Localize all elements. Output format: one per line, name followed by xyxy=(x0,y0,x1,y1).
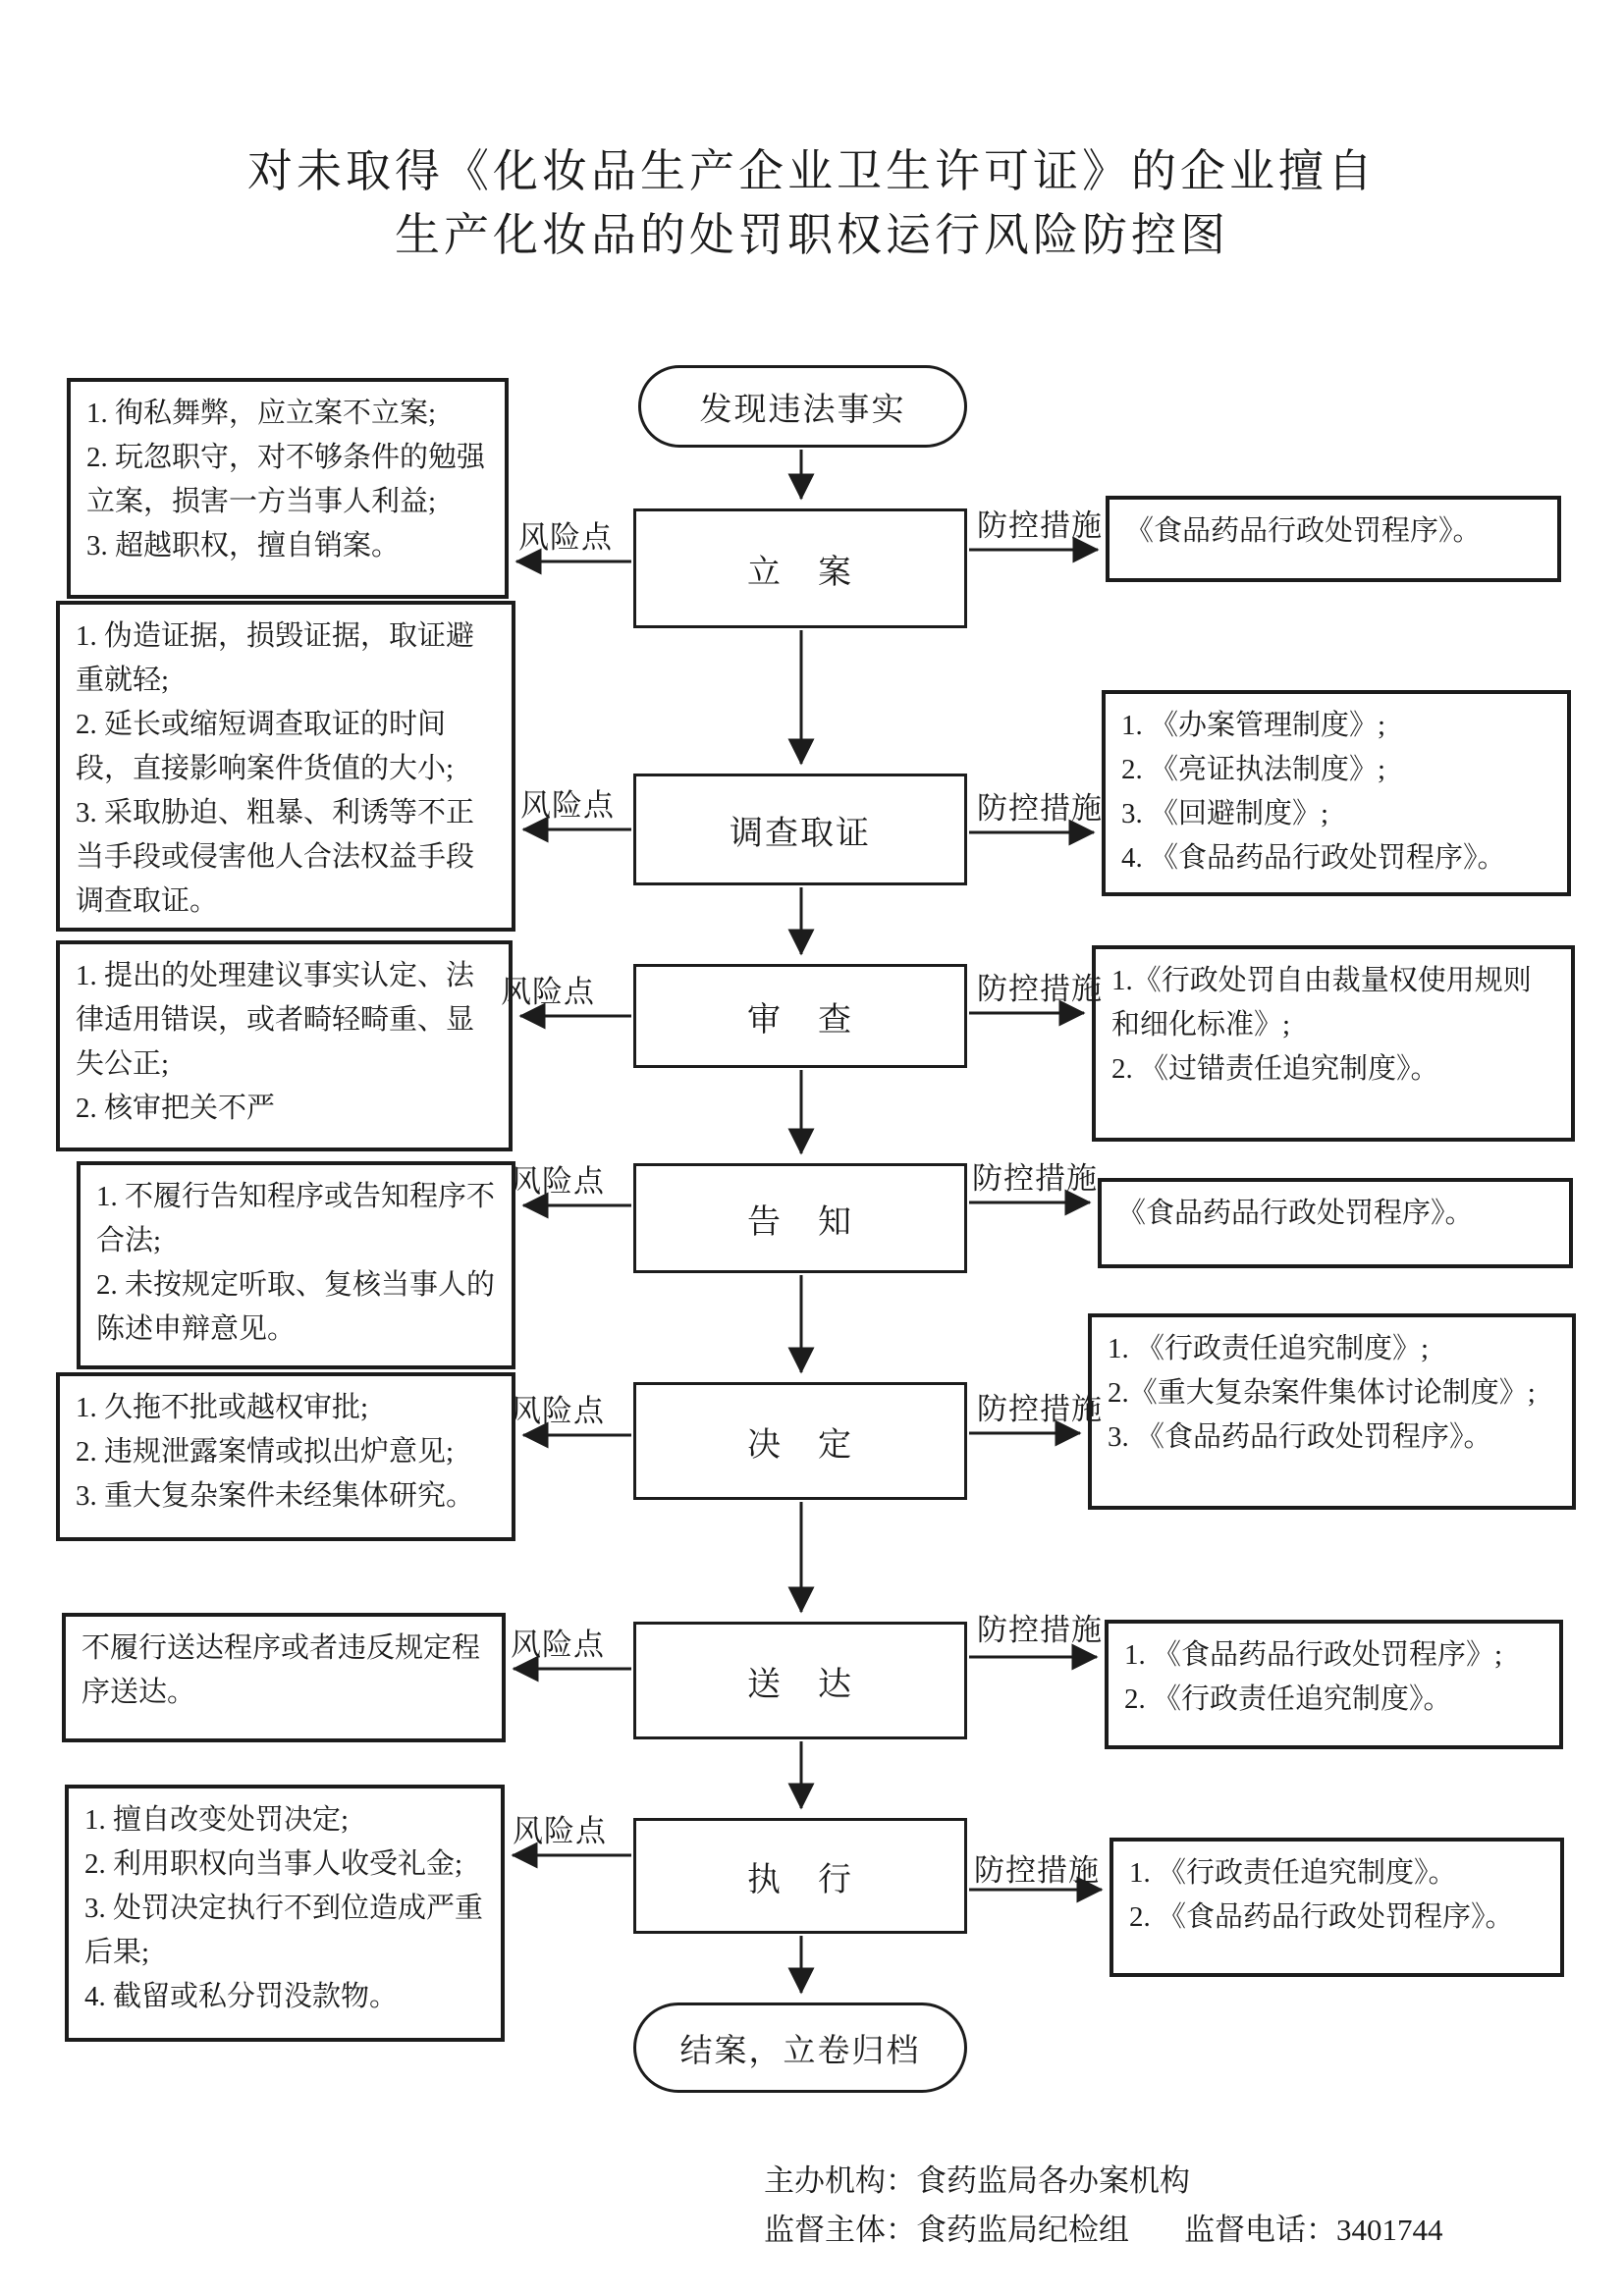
box-text-line: 2. 玩忽职守，对不够条件的勉强立案，损害一方当事人利益; xyxy=(86,441,486,517)
footer-supervisor: 监督主体：食药监局纪检组 xyxy=(764,2213,1129,2247)
footer-organizer: 主办机构：食药监局各办案机构 xyxy=(764,2163,1190,2198)
risk-box-investigation xyxy=(56,601,515,932)
node-execution-label: 执 行 xyxy=(747,1861,853,1898)
control-measure-label-notification: 防控措施 xyxy=(972,1161,1098,1196)
risk-box-notification-text xyxy=(81,1165,512,1362)
control-box-notification xyxy=(1098,1178,1573,1268)
box-text-line: 1. 提出的处理建议事实认定、法律适用错误，或者畸轻畸重、显失公正; xyxy=(76,960,475,1080)
control-measure-label-decision: 防控措施 xyxy=(977,1392,1103,1426)
control-measure-label-delivery: 防控措施 xyxy=(977,1613,1103,1647)
node-notification-label: 告 知 xyxy=(747,1203,853,1241)
box-text-line: 2. 《食品药品行政处罚程序》。 xyxy=(1129,1900,1514,1933)
box-text-line: 3. 超越职权，擅自销案。 xyxy=(86,529,401,561)
node-execution xyxy=(633,1818,967,1934)
control-box-review-text xyxy=(1096,949,1571,1101)
box-text-line: 4. 截留或私分罚没款物。 xyxy=(84,1980,399,2012)
page-title-line1: 对未取得《化妆品生产企业卫生许可证》的企业擅自 xyxy=(247,146,1377,196)
risk-point-label-investigation: 风险点 xyxy=(520,788,615,823)
risk-box-decision-text xyxy=(60,1376,512,1528)
control-box-decision xyxy=(1088,1313,1576,1510)
risk-box-execution-text xyxy=(69,1789,501,2029)
box-text-line: 2. 《过错责任追究制度》。 xyxy=(1111,1052,1439,1085)
control-box-execution xyxy=(1110,1838,1564,1977)
box-text-line: 《食品药品行政处罚程序》。 xyxy=(1117,1198,1474,1229)
box-text-line: 2. 《行政责任追究制度》。 xyxy=(1124,1682,1452,1715)
node-filing-label: 立 案 xyxy=(747,554,853,591)
box-text-line: 不履行送达程序或者违反规定程序送达。 xyxy=(81,1632,481,1708)
risk-box-filing xyxy=(67,378,509,599)
control-measure-label-execution: 防控措施 xyxy=(974,1853,1100,1888)
node-end xyxy=(633,2002,967,2093)
risk-point-label-notification: 风险点 xyxy=(511,1164,605,1199)
risk-point-label-review: 风险点 xyxy=(501,975,595,1009)
box-text-line: 1. 不履行告知程序或告知程序不合法; xyxy=(96,1181,496,1256)
risk-box-execution xyxy=(65,1785,505,2042)
box-text-line: 1. 伪造证据，损毁证据，取证避重就轻; xyxy=(76,620,475,696)
control-measure-label-review: 防控措施 xyxy=(977,972,1103,1006)
node-investigation xyxy=(633,774,967,885)
node-review xyxy=(633,964,967,1068)
risk-box-filing-text xyxy=(71,382,505,578)
node-end-label: 结案，立卷归档 xyxy=(679,2033,921,2069)
box-text-line: 1. 擅自改变处罚决定; xyxy=(84,1804,350,1836)
risk-point-label-decision: 风险点 xyxy=(511,1394,605,1428)
box-text-line: 2. 《亮证执法制度》; xyxy=(1121,753,1386,785)
box-text-line: 2.《重大复杂案件集体讨论制度》; xyxy=(1108,1376,1536,1409)
box-text-line: 2. 利用职权向当事人收受礼金; xyxy=(84,1847,463,1880)
node-review-label: 审 查 xyxy=(747,1001,853,1039)
box-text-line: 3. 重大复杂案件未经集体研究。 xyxy=(76,1479,475,1512)
box-text-line: 1. 《行政责任追究制度》; xyxy=(1108,1333,1430,1364)
node-decision-label: 决 定 xyxy=(747,1426,853,1464)
control-box-investigation-text xyxy=(1106,694,1567,890)
page-title-line2: 生产化妆品的处罚职权运行风险防控图 xyxy=(395,210,1229,261)
box-text-line: 3. 《回避制度》; xyxy=(1121,797,1329,829)
risk-box-investigation-text xyxy=(60,605,512,934)
box-text-line: 《食品药品行政处罚程序》。 xyxy=(1125,515,1482,547)
page-title xyxy=(0,139,1624,268)
box-text-line: 3. 《食品药品行政处罚程序》。 xyxy=(1108,1420,1492,1453)
risk-box-delivery-text xyxy=(66,1617,502,1725)
control-measure-label-investigation: 防控措施 xyxy=(977,791,1103,826)
risk-point-label-delivery: 风险点 xyxy=(511,1628,605,1662)
control-box-execution-text xyxy=(1113,1842,1560,1949)
box-text-line: 1. 《行政责任追究制度》。 xyxy=(1129,1857,1457,1889)
control-box-investigation xyxy=(1102,690,1571,896)
box-text-line: 3. 采取胁迫、粗暴、利诱等不正当手段或侵害他人合法权益手段调查取证。 xyxy=(76,796,475,917)
box-text-line: 1. 久拖不批或越权审批; xyxy=(76,1392,369,1423)
node-decision xyxy=(633,1382,967,1500)
control-box-filing xyxy=(1106,496,1561,582)
risk-box-review-text xyxy=(60,944,509,1141)
box-text-line: 4. 《食品药品行政处罚程序》。 xyxy=(1121,841,1506,874)
control-box-decision-text xyxy=(1092,1317,1572,1469)
control-box-notification-text xyxy=(1102,1182,1569,1246)
footer-phone: 监督电话：3401744 xyxy=(1184,2213,1443,2247)
control-box-delivery-text xyxy=(1109,1624,1559,1732)
box-text-line: 2. 未按规定听取、复核当事人的陈述申辩意见。 xyxy=(96,1268,496,1345)
node-filing xyxy=(633,508,967,628)
control-box-filing-text xyxy=(1110,500,1557,563)
risk-box-notification xyxy=(77,1161,515,1369)
node-delivery-label: 送 达 xyxy=(747,1666,853,1703)
risk-box-delivery xyxy=(62,1613,506,1742)
risk-point-label-filing: 风险点 xyxy=(518,520,613,555)
node-notification xyxy=(633,1163,967,1273)
box-text-line: 1. 徇私舞弊，应立案不立案; xyxy=(86,398,437,429)
node-start xyxy=(638,365,967,448)
box-text-line: 2. 延长或缩短调查取证的时间段，直接影响案件货值的大小; xyxy=(76,708,455,784)
control-box-delivery xyxy=(1105,1620,1563,1749)
box-text-line: 2. 核审把关不严 xyxy=(76,1092,276,1124)
control-measure-label-filing: 防控措施 xyxy=(977,508,1103,543)
risk-point-label-execution: 风险点 xyxy=(513,1814,607,1848)
control-box-review xyxy=(1092,945,1575,1142)
risk-box-decision xyxy=(56,1372,515,1541)
node-delivery xyxy=(633,1622,967,1739)
box-text-line: 2. 违规泄露案情或拟出炉意见; xyxy=(76,1435,455,1468)
node-investigation-label: 调查取证 xyxy=(730,815,871,852)
footer-supervisor-line xyxy=(764,2205,1443,2249)
risk-box-review xyxy=(56,940,513,1151)
box-text-line: 1.《行政处罚自由裁量权使用规则和细化标准》; xyxy=(1111,965,1532,1041)
box-text-line: 3. 处罚决定执行不到位造成严重后果; xyxy=(84,1892,484,1968)
node-start-label: 发现违法事实 xyxy=(699,392,906,428)
box-text-line: 1. 《办案管理制度》; xyxy=(1121,710,1386,741)
box-text-line: 1. 《食品药品行政处罚程序》; xyxy=(1124,1639,1503,1671)
